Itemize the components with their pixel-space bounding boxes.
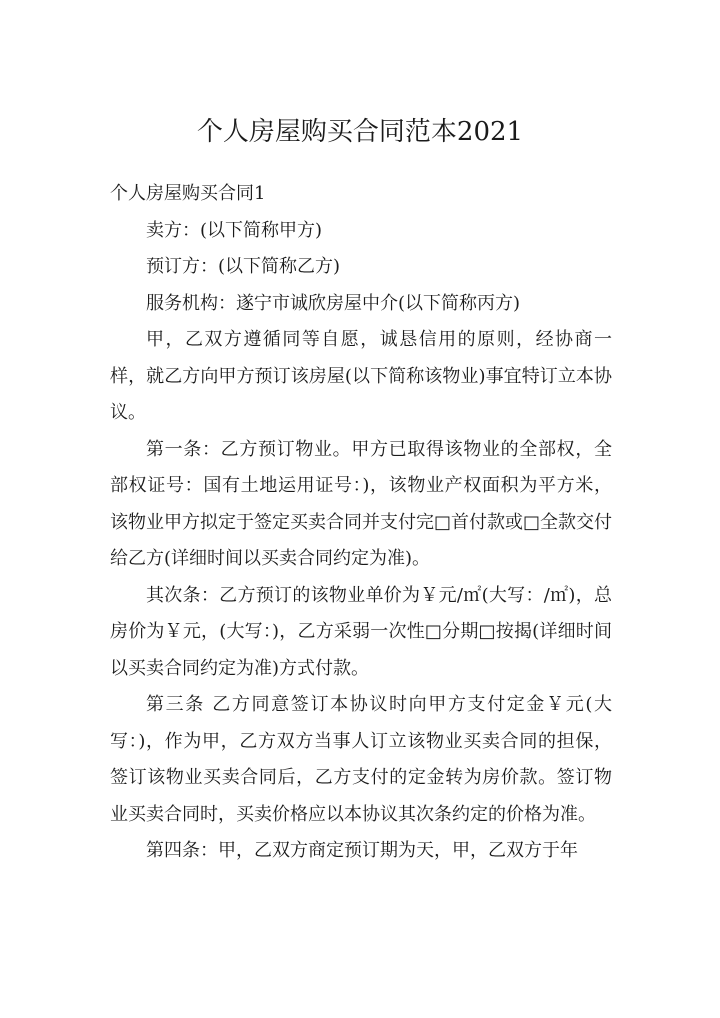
document-body [110,176,612,870]
paragraph-agency: 服务机构：遂宁市诚欣房屋中介(以下简称丙方) [146,292,521,314]
paragraph-article-2: 其次条：乙方预订的该物业单价为￥元/㎡(大写：/㎡)，总房价为￥元，(大写：)，乙方采弱一次性□分期□按揭(详细时间以买卖合同约定为准)方式付款。 [110,584,612,679]
paragraph-article-3: 第三条 乙方同意签订本协议时向甲方支付定金￥元(大写：)，作为甲，乙方双方当事人订立该物业买卖合同的担保，签订该物业买卖合同后，乙方支付的定金转为房价款。签订物业买卖合同时，买卖价格应以本协议其次条约定的价格为准。 [110,694,612,825]
paragraph-article-4: 第四条：甲，乙双方商定预订期为天，甲，乙双方于年 [146,840,578,861]
paragraph-article-1: 第一条：乙方预订物业。甲方已取得该物业的全部权，全部权证号：国有土地运用证号：)，该物业产权面积为平方米，该物业甲方拟定于签定买卖合同并支付完□首付款或□全款交付给乙方(详细时间以买卖合同约定为准)。 [110,438,613,569]
paragraph-buyer: 预订方：(以下简称乙方) [146,256,341,277]
paragraph-seller: 卖方：(以下简称甲方) [146,219,323,241]
paragraph-contract-heading: 个人房屋购买合同1 [110,183,266,204]
paragraph-preamble: 甲，乙双方遵循同等自愿，诚恳信用的原则，经协商一样，就乙方向甲方预订该房屋(以下简称该物业)事宜特订立本协议。 [110,329,612,423]
document-title: 个人房屋购买合同范本2021 [196,117,524,147]
